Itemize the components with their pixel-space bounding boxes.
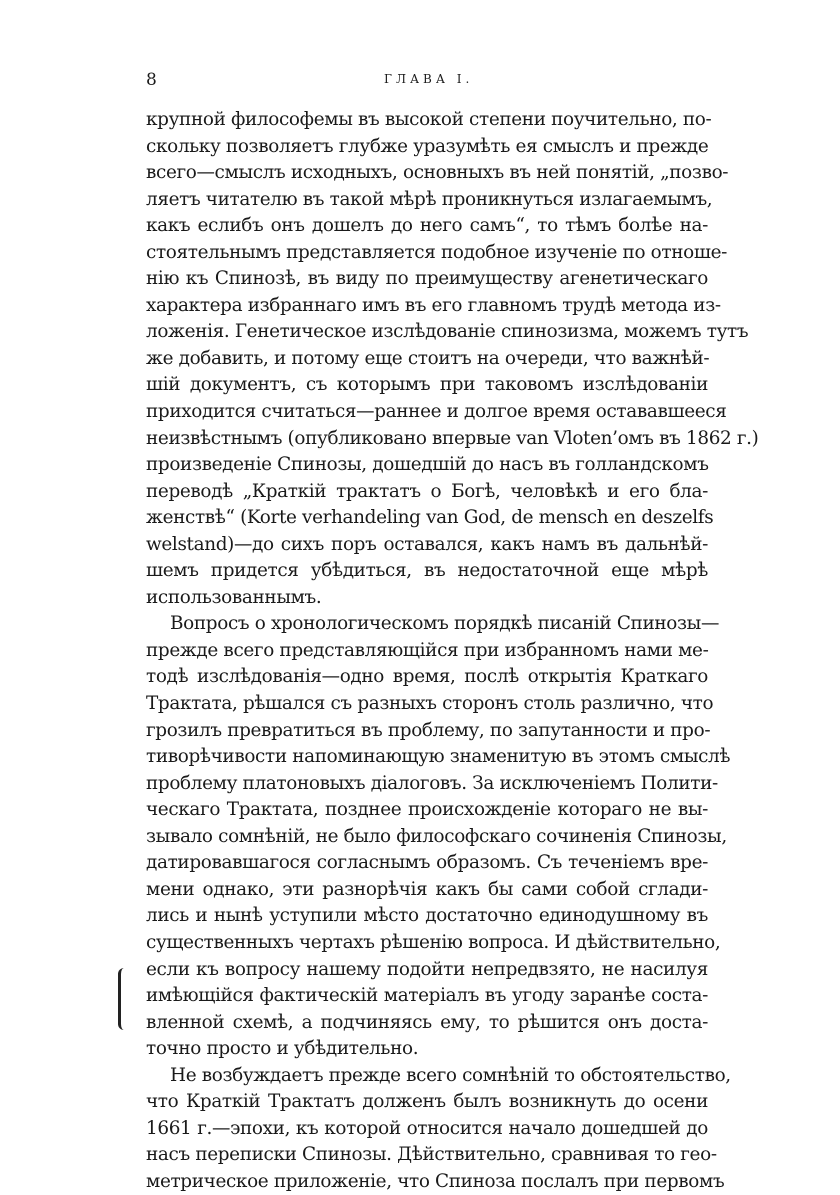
text-line: грозилъ превратиться въ проблему, по запутанности и про- <box>146 719 711 741</box>
text-line: 1661 г.—эпохи, къ которой относится начало дошедшей до <box>146 1117 708 1139</box>
text-line: характера избраннаго имъ въ его главномъ трудѣ метода из- <box>146 294 721 316</box>
text-line: что Краткій Трактатъ долженъ былъ возникнуть до осени <box>146 1091 708 1113</box>
text-line: использованнымъ. <box>146 586 322 608</box>
text-line: зывало сомнѣній, не было философскаго сочиненія Спинозы, <box>146 825 727 847</box>
text-line: датировавшагося согласнымъ образомъ. Съ теченіемъ вре- <box>146 852 708 874</box>
text-line: точно просто и убѣдительно. <box>146 1038 419 1060</box>
text-line: мени однако, эти разнорѣчія какъ бы сами собой сглади- <box>146 878 708 900</box>
text-line: ческаго Трактата, позднее происхожденіе котораго не вы- <box>146 799 708 821</box>
text-line: существенныхъ чертахъ рѣшенію вопроса. И дѣйствительно, <box>146 931 721 953</box>
text-line: женствѣ“ (Korte verhandeling van God, de mensch en deszelfs <box>146 507 714 529</box>
text-line: насъ переписки Спинозы. Дѣйствительно, сравнивая то гео- <box>146 1144 717 1166</box>
margin-bracket <box>118 968 129 1030</box>
text-line: нію къ Спинозѣ, въ виду по преимуществу агенетическаго <box>146 268 708 290</box>
text-line: стоятельнымъ представляется подобное изученіе по отноше- <box>146 241 727 263</box>
text-line: переводѣ „Краткій трактатъ о Богѣ, человѣкѣ и его бла- <box>146 480 708 502</box>
text-line: лись и нынѣ уступили мѣсто достаточно единодушному въ <box>146 905 708 927</box>
text-line: тиворѣчивости напоминающую знаменитую въ этомъ смыслѣ <box>146 746 731 768</box>
text-line: произведеніе Спинозы, дошедшій до насъ въ голландскомъ <box>146 454 709 476</box>
text-line: Вопросъ о хронологическомъ порядкѣ писаній Спинозы— <box>170 613 720 635</box>
text-line: Трактата, рѣшался съ разныхъ сторонъ столь различно, что <box>146 693 714 715</box>
text-line: ложенія. Генетическое изслѣдованіе спинозизма, можемъ тутъ <box>146 321 749 343</box>
text-line: если къ вопросу нашему подойти непредвзято, не насилуя <box>146 958 708 980</box>
text-line: метрическое приложеніе, что Спиноза послалъ при первомъ <box>146 1170 725 1192</box>
text-line: крупной философемы въ высокой степени поучительно, по- <box>146 109 712 130</box>
text-line: какъ еслибъ онъ дошелъ до него самъ“, то тѣмъ болѣе на- <box>146 215 708 237</box>
text-line: шемъ придется убѣдиться, въ недостаточной еще мѣрѣ <box>146 560 708 582</box>
text-line: вленной схемѣ, а подчиняясь ему, то рѣшится онъ доста- <box>146 1011 708 1033</box>
page-number: 8 <box>146 70 157 90</box>
text-line: проблему платоновыхъ діалоговъ. За исключеніемъ Полити- <box>146 772 718 794</box>
text-line: же добавить, и потому еще стоитъ на очереди, что важнѣй- <box>146 347 710 369</box>
running-head: ГЛАВА I. <box>384 72 474 86</box>
text-line: ляетъ читателю въ такой мѣрѣ проникнуться излагаемымъ, <box>146 188 713 210</box>
text-line: имѣющійся фактическій матеріалъ въ угоду заранѣе соста- <box>146 985 708 1007</box>
text-line: скольку позволяетъ глубже уразумѣть ея смыслъ и прежде <box>146 135 709 157</box>
text-line: тодѣ изслѣдованія—одно время, послѣ открытія Краткаго <box>146 666 708 688</box>
text-line: welstand)—до сихъ поръ оставался, какъ намъ въ дальнѣй- <box>146 533 708 555</box>
text-line: Не возбуждаетъ прежде всего сомнѣній то обстоятельство, <box>170 1064 731 1086</box>
text-line: неизвѣстнымъ (опубликовано впервые van Vloten’омъ въ 1862 г.) <box>146 427 759 449</box>
body-text <box>146 107 759 1195</box>
text-line: шій документъ, съ которымъ при таковомъ изслѣдованіи <box>146 374 708 396</box>
text-line: приходится считаться—раннее и долгое время остававшееся <box>146 401 727 423</box>
text-line: всего—смыслъ исходныхъ, основныхъ въ ней понятій, „позво- <box>146 162 729 184</box>
text-line: прежде всего представляющійся при избранномъ нами ме- <box>146 639 709 661</box>
